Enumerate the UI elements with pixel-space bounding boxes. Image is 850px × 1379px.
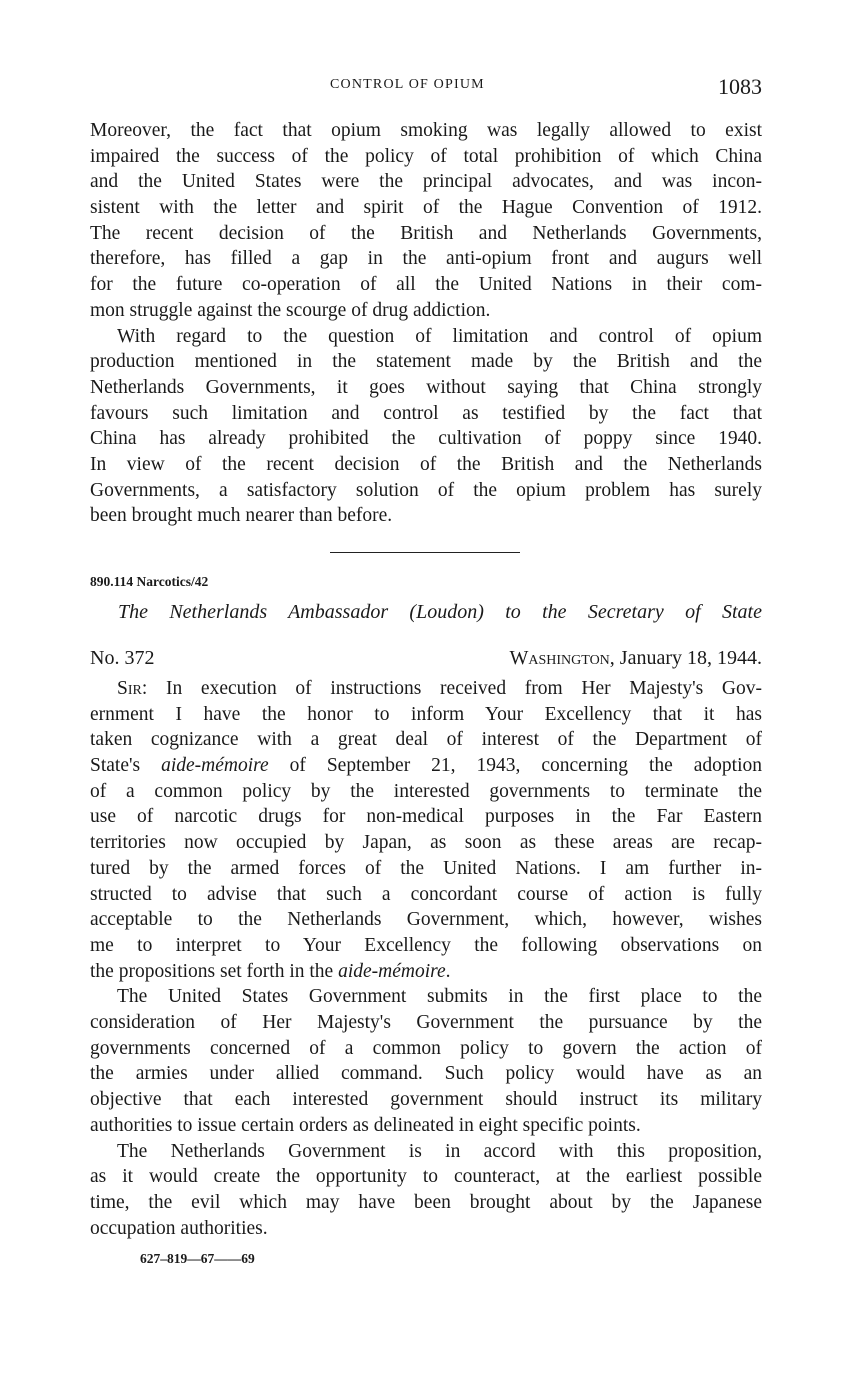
text-line: therefore, has filled a gap in the anti-opium front and augurs well — [90, 248, 762, 270]
text-line: and the United States were the principal advocates, and was incon- — [90, 171, 762, 193]
text-segment: of September 21, 1943, concerning the adoption — [268, 755, 762, 777]
text-line: acceptable to the Netherlands Government, which, however, wishes — [90, 909, 762, 931]
italic-text: aide-mémoire — [338, 960, 446, 982]
document-number: No. 372 — [90, 647, 155, 669]
text-line: The recent decision of the British and Netherlands Governments, — [90, 222, 762, 244]
text-line — [90, 959, 762, 985]
text-line: me to interpret to Your Excellency the following observations on — [90, 934, 762, 956]
file-number: 890.114 Narcotics/42 — [90, 574, 209, 589]
text-line — [90, 676, 762, 702]
paragraph — [90, 324, 762, 530]
text-line: as it would create the opportunity to counteract, at the earliest possible — [90, 1166, 762, 1188]
text-line: the armies under allied command. Such policy would have as an — [90, 1063, 762, 1085]
text-line: Governments, a satisfactory solution of the opium problem has surely — [90, 479, 762, 501]
text-line: objective that each interested government should instruct its military — [90, 1089, 762, 1111]
text-line: Netherlands Governments, it goes without saying that China strongly — [90, 376, 762, 398]
text-line: tured by the armed forces of the United Nations. I am further in- — [90, 857, 762, 879]
text-line: China has already prohibited the cultivation of poppy since 1940. — [90, 428, 762, 450]
text-line: structed to advise that such a concordant course of action is fully — [90, 883, 762, 905]
letter-paragraph — [90, 1139, 762, 1242]
text-line: for the future co-operation of all the United Nations in their com- — [90, 274, 762, 296]
page-number: 1083 — [718, 74, 762, 99]
text-line: time, the evil which may have been brought about by the Japanese — [90, 1191, 762, 1213]
text-line: been brought much nearer than before. — [90, 505, 393, 527]
text-segment: the propositions set forth in the — [90, 960, 339, 982]
text-line: mon struggle against the scourge of drug addiction. — [90, 299, 491, 321]
text-line: With regard to the question of limitation and control of opium — [117, 325, 762, 347]
text-line: territories now occupied by Japan, as soon as these areas are recap- — [90, 832, 762, 854]
section-divider — [330, 552, 520, 553]
text-segment: State's — [90, 755, 162, 777]
text-line: In view of the recent decision of the British and the Netherlands — [90, 454, 762, 476]
text-line: occupation authorities. — [90, 1217, 268, 1239]
running-title: CONTROL OF OPIUM — [330, 77, 485, 92]
text-line: of a common policy by the interested governments to terminate the — [90, 780, 762, 802]
document-title: The Netherlands Ambassador (Loudon) to the Secretary of State — [118, 601, 762, 623]
text-line: sistent with the letter and spirit of the Hague Convention of 1912. — [90, 197, 762, 219]
text-line: use of narcotic drugs for non-medical purposes in the Far Eastern — [90, 806, 762, 828]
text-line: The Netherlands Government is in accord with this proposition, — [117, 1140, 762, 1162]
dateline-date: , January 18, 1944. — [609, 647, 762, 669]
letter-paragraph — [90, 984, 762, 1138]
text-line: production mentioned in the statement made by the British and the — [90, 351, 762, 373]
text-line: The United States Government submits in the first place to the — [117, 986, 762, 1008]
print-code: 627–819—67——69 — [140, 1251, 255, 1266]
text-segment: . — [445, 960, 451, 982]
italic-text: aide-mémoire — [161, 755, 269, 777]
letter-paragraph — [90, 676, 762, 984]
text-line: consideration of Her Majesty's Government the pursuance by the — [90, 1012, 762, 1034]
text-line: ernment I have the honor to inform Your Excellency that it has — [90, 703, 762, 725]
text-segment: : In execution of instructions received from Her Majesty's Gov- — [141, 678, 762, 699]
text-line: impaired the success of the policy of total prohibition of which China — [90, 145, 762, 167]
text-line: authorities to issue certain orders as delineated in eight specific points. — [90, 1114, 641, 1136]
text-line — [90, 753, 762, 779]
paragraph — [90, 118, 762, 324]
dateline — [440, 647, 762, 670]
text-line: Moreover, the fact that opium smoking was legally allowed to exist — [90, 120, 762, 141]
text-line: taken cognizance with a great deal of interest of the Department of — [90, 729, 762, 751]
dateline-place: Washington — [509, 647, 610, 669]
text-line: governments concerned of a common policy to govern the action of — [90, 1037, 762, 1059]
text-line: favours such limitation and control as testified by the fact that — [90, 402, 762, 424]
small-caps-text: Sir — [117, 678, 142, 699]
